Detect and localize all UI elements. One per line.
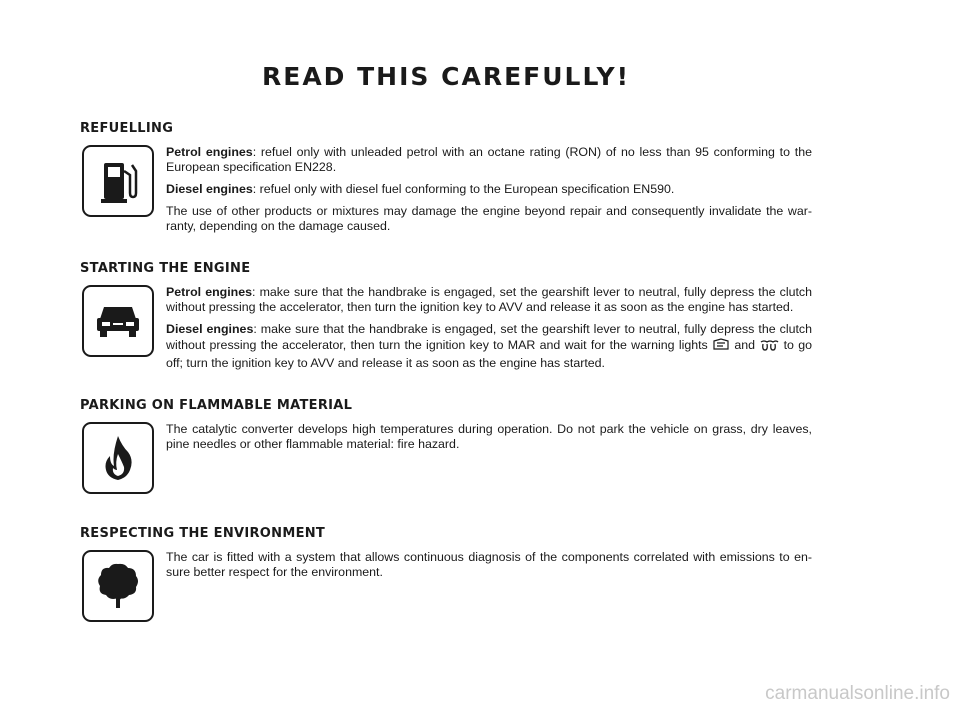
section-heading: PARKING ON FLAMMABLE MATERIAL [80,398,353,413]
paragraph: The use of other products or mixtures may damage the engine beyond repair and consequently invalidate the war-ranty, depending on the damage caused. [166,204,812,233]
paragraph: Petrol engines: make sure that the handbrake is engaged, set the gearshift lever to neutral, fully depress the clutch without pressing the accelerator, then turn the ignition key to AVV and release it as soon as the engine has started. [166,285,812,314]
section-heading: REFUELLING [80,121,174,136]
paragraph: Diesel engines: make sure that the handbrake is engaged, set the gearshift lever to neutral, fully depress the clutch without pressing the accelerator, then turn the ignition key to MAR and wait for the warning lights and to go off; turn the ignition key to AVV and release it as soon as the engine has started. [166,322,812,370]
section-parking-flammable [80,398,820,498]
section-starting-engine [80,261,820,386]
fuel-pump-icon [82,145,154,217]
section-body [166,285,812,378]
car-front-icon [82,285,154,357]
section-body [166,145,812,241]
paragraph: The catalytic converter develops high temperatures during operation. Do not park the vehicle on grass, dry leaves, pine needles or other flammable material: fire hazard. [166,422,812,451]
section-body [166,422,812,459]
paragraph: Diesel engines: refuel only with diesel fuel conforming to the European specification EN590. [166,182,675,196]
page-title: READ THIS CAREFULLY! [262,62,630,91]
section-refuelling [80,121,820,251]
section-environment [80,526,820,626]
section-heading: RESPECTING THE ENVIRONMENT [80,526,326,541]
tree-icon [82,550,154,622]
watermark: carmanualsonline.info [765,683,950,704]
section-body [166,550,812,587]
paragraph: Petrol engines: refuel only with unleaded petrol with an octane rating (RON) of no less than 95 conforming to the European specification EN228. [166,145,812,174]
section-heading: STARTING THE ENGINE [80,261,251,276]
paragraph: The car is fitted with a system that allows continuous diagnosis of the components correlated with emissions to en-sure better respect for the environment. [166,550,812,579]
glow-plug-icon [759,339,779,356]
flame-icon [82,422,154,494]
engine-warning-icon [712,337,730,356]
